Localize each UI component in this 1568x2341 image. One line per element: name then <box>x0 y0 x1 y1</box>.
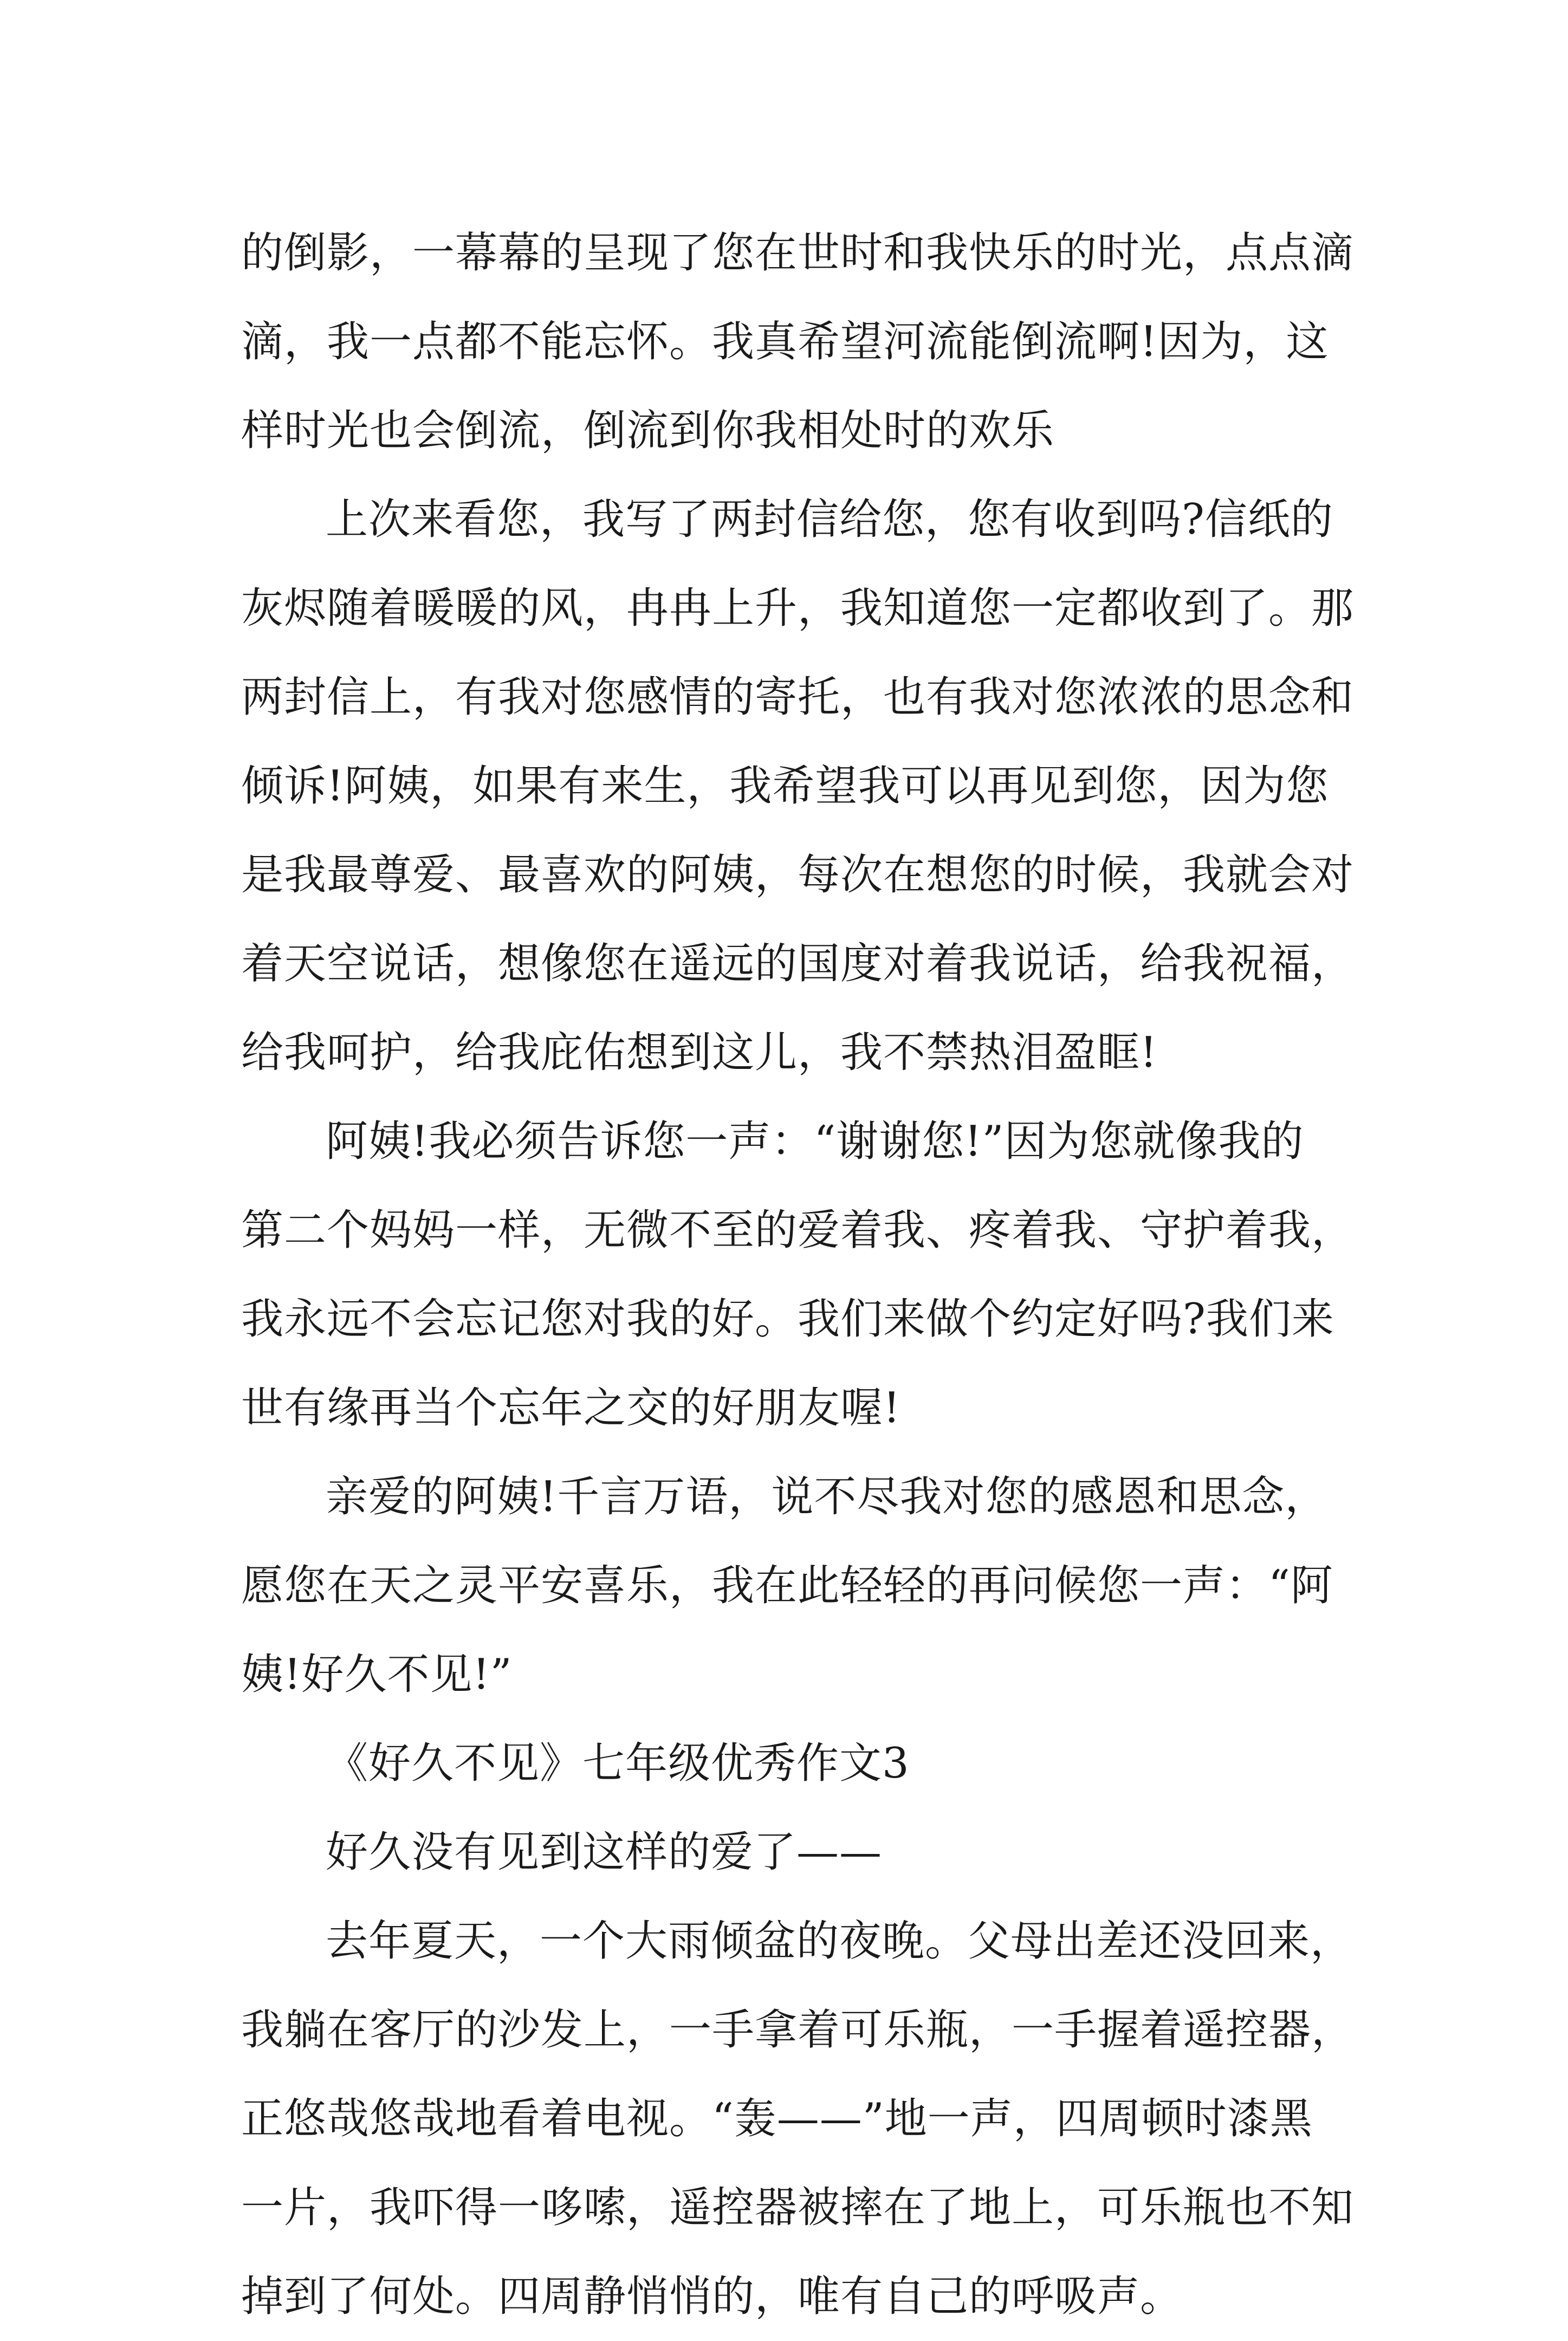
text-line: 亲爱的阿姨!千言万语，说不尽我对您的感恩和思念， <box>326 1473 1328 1521</box>
text-line: 好久没有见到这样的爱了—— <box>326 1828 883 1877</box>
text-line: 姨!好久不见!” <box>241 1650 513 1699</box>
paragraph-7 <box>241 1897 1355 2341</box>
text-line: 着天空说话，想像您在遥远的国度对着我说话，给我祝福， <box>241 939 1355 988</box>
text-line: 两封信上，有我对您感情的寄托，也有我对您浓浓的思念和 <box>241 673 1355 722</box>
document-body <box>241 209 1355 2341</box>
text-line: 愿您在天之灵平安喜乐，我在此轻轻的再问候您一声：“阿 <box>241 1561 1333 1610</box>
paragraph-6 <box>241 1808 1355 1897</box>
section-heading <box>241 1719 1355 1808</box>
paragraph-4 <box>241 1452 1355 1719</box>
text-line: 给我呵护，给我庇佑想到这儿，我不禁热泪盈眶! <box>241 1028 1158 1077</box>
paragraph-2 <box>241 475 1355 1097</box>
text-line: 我躺在客厅的沙发上，一手拿着可乐瓶，一手握着遥控器， <box>241 2006 1355 2054</box>
text-line: 是我最尊爱、最喜欢的阿姨，每次在想您的时候，我就会对 <box>241 851 1355 899</box>
text-line: 我永远不会忘记您对我的好。我们来做个约定好吗?我们来 <box>241 1295 1334 1344</box>
text-line: 上次来看您，我写了两封信给您，您有收到吗?信纸的 <box>326 495 1333 544</box>
text-line: 滴，我一点都不能忘怀。我真希望河流能倒流啊!因为，这 <box>241 317 1329 366</box>
text-line: 世有缘再当个忘年之交的好朋友喔! <box>241 1384 901 1432</box>
text-line: 样时光也会倒流，倒流到你我相处时的欢乐 <box>241 406 1055 455</box>
text-line: 倾诉!阿姨，如果有来生，我希望我可以再见到您，因为您 <box>241 762 1329 810</box>
text-line: 第二个妈妈一样，无微不至的爱着我、疼着我、守护着我， <box>241 1206 1355 1255</box>
text-line: 灰烬随着暖暖的风，冉冉上升，我知道您一定都收到了。那 <box>241 584 1355 633</box>
text-line: 去年夏天，一个大雨倾盆的夜晚。父母出差还没回来， <box>326 1917 1353 1966</box>
text-line: 掉到了何处。四周静悄悄的，唯有自己的呼吸声。 <box>241 2272 1183 2321</box>
paragraph-3 <box>241 1097 1355 1452</box>
text-line: 正悠哉悠哉地看着电视。“轰——”地一声，四周顿时漆黑 <box>241 2094 1313 2143</box>
text-line: 一片，我吓得一哆嗦，遥控器被摔在了地上，可乐瓶也不知 <box>241 2183 1355 2232</box>
heading-line: 《好久不见》七年级优秀作文3 <box>326 1739 910 1788</box>
text-line: 阿姨!我必须告诉您一声：“谢谢您!”因为您就像我的 <box>326 1117 1304 1166</box>
paragraph-1 <box>241 209 1355 475</box>
text-line: 的倒影，一幕幕的呈现了您在世时和我快乐的时光，点点滴 <box>241 229 1355 277</box>
